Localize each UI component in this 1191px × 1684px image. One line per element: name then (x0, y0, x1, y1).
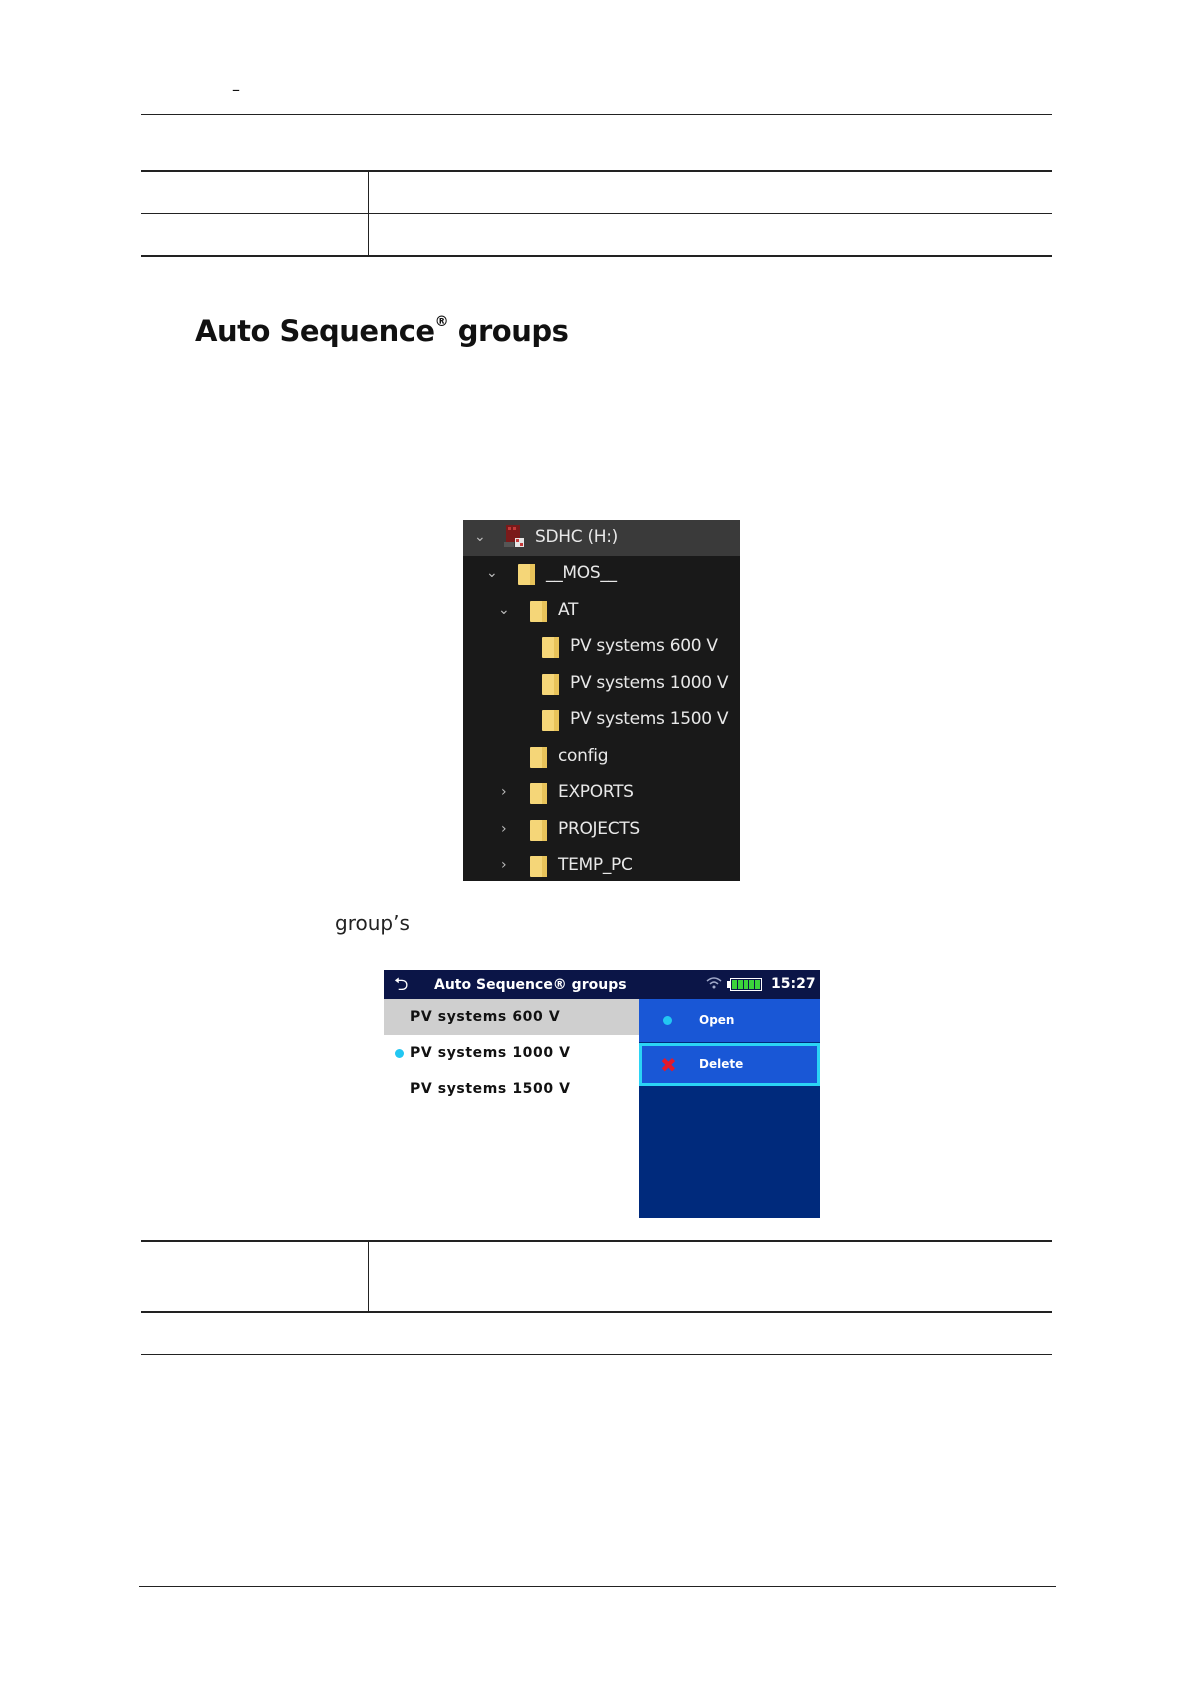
tree-item-label: PV systems 1500 V (570, 709, 729, 729)
folder-icon (530, 747, 547, 768)
tree-item-at[interactable] (463, 593, 740, 629)
device-title-bar (384, 970, 820, 999)
tree-item-pv1500[interactable] (463, 702, 740, 738)
tree-item-sdhc[interactable] (463, 520, 740, 556)
tree-item-pv600[interactable] (463, 629, 740, 665)
clock: 15:27 (771, 976, 816, 992)
list-item-label: PV systems 1500 V (410, 1081, 571, 1097)
tree-item-label: AT (558, 600, 579, 620)
folder-icon (518, 564, 535, 585)
header-rule (141, 114, 1052, 115)
active-dot-icon (395, 1049, 404, 1058)
folder-icon (530, 856, 547, 877)
menu-item-label: Delete (699, 1057, 744, 1071)
list-item[interactable] (384, 999, 639, 1035)
sd-card-icon (503, 524, 525, 548)
battery-icon (730, 978, 762, 991)
tree-item-exports[interactable] (463, 775, 740, 811)
chevron-right-icon[interactable]: › (501, 821, 507, 837)
tree-item-temp-pc[interactable] (463, 848, 740, 884)
back-arrow-icon[interactable]: ⮌ (394, 974, 409, 995)
tree-item-label: config (558, 746, 609, 766)
table-column-divider (368, 1240, 369, 1312)
header-mark: – (232, 80, 240, 99)
dot-icon (663, 1016, 672, 1025)
tree-item-label: __MOS__ (546, 563, 617, 583)
tree-item-pv1000[interactable] (463, 666, 740, 702)
tree-item-label: EXPORTS (558, 782, 634, 802)
device-screen (384, 970, 820, 1218)
table-rule (141, 213, 1052, 214)
menu-item-label: Open (699, 1013, 735, 1027)
folder-icon (530, 601, 547, 622)
chevron-down-icon[interactable]: ⌄ (486, 565, 498, 581)
tree-item-projects[interactable] (463, 812, 740, 848)
folder-icon (542, 710, 559, 731)
section-title: Auto Sequence® groups (195, 314, 569, 348)
delete-menu-item[interactable] (639, 1043, 820, 1086)
explorer-tree (463, 520, 740, 881)
device-title: Auto Sequence® groups (434, 977, 627, 993)
table-rule (141, 1240, 1052, 1242)
chevron-down-icon[interactable]: ⌄ (474, 529, 486, 545)
footer-rule (139, 1586, 1056, 1587)
tree-item-label: PV systems 600 V (570, 636, 718, 656)
tree-item-label: PV systems 1000 V (570, 673, 729, 693)
delete-x-icon: ✖ (660, 1053, 677, 1077)
wifi-icon (706, 977, 722, 993)
table-rule (141, 255, 1052, 257)
chevron-down-icon[interactable]: ⌄ (498, 602, 510, 618)
caption-text: group’s (335, 911, 410, 935)
folder-icon (530, 783, 547, 804)
list-item[interactable] (384, 1035, 639, 1071)
folder-icon (542, 637, 559, 658)
folder-icon (542, 674, 559, 695)
tree-item-label: TEMP_PC (558, 855, 633, 875)
chevron-right-icon[interactable]: › (501, 784, 507, 800)
tree-item-label: SDHC (H:) (535, 527, 619, 547)
tree-item-config[interactable] (463, 739, 740, 775)
table-rule (141, 1354, 1052, 1355)
chevron-right-icon[interactable]: › (501, 857, 507, 873)
table-rule (141, 1311, 1052, 1313)
tree-item-mos[interactable] (463, 556, 740, 592)
options-menu (639, 999, 820, 1218)
table-column-divider (368, 170, 369, 256)
list-item[interactable] (384, 1071, 639, 1107)
list-item-label: PV systems 1000 V (410, 1045, 571, 1061)
open-menu-item[interactable] (639, 999, 820, 1042)
tree-item-label: PROJECTS (558, 819, 640, 839)
folder-icon (530, 820, 547, 841)
list-item-label: PV systems 600 V (410, 1009, 561, 1025)
table-rule (141, 170, 1052, 172)
